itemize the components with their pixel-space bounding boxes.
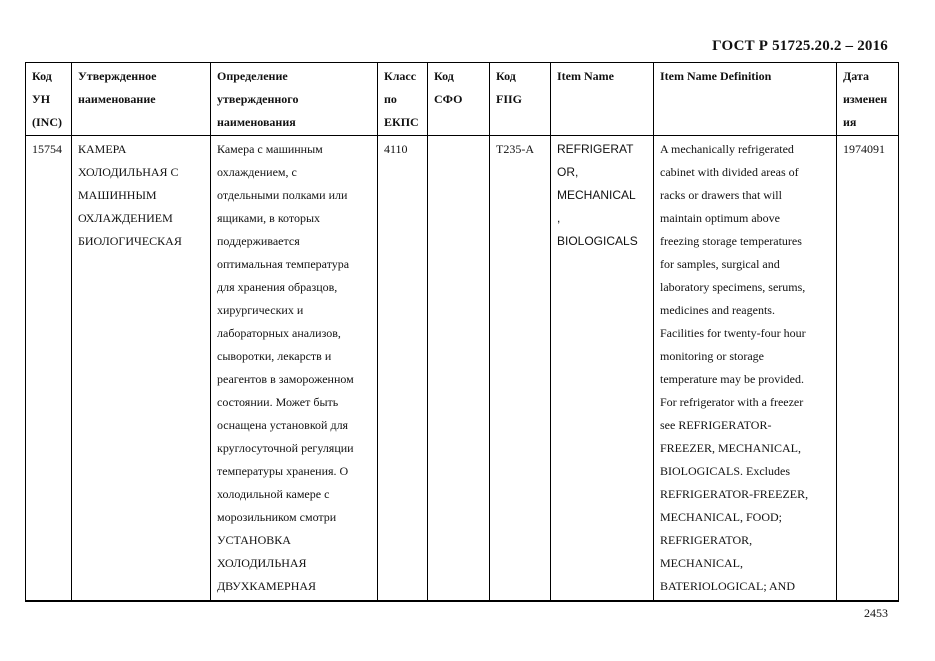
header-line: Item Name bbox=[557, 69, 614, 83]
cell-line: OR, bbox=[557, 165, 579, 179]
col-header-change-date bbox=[837, 63, 899, 136]
cell-line: freezing storage temperatures bbox=[660, 234, 802, 248]
nomenclature-table bbox=[25, 62, 899, 602]
cell-inc bbox=[26, 136, 72, 602]
cell-line: холодильной камере с bbox=[217, 487, 330, 501]
cell-line: Facilities for twenty-four hour bbox=[660, 326, 806, 340]
cell-line: морозильником смотри bbox=[217, 510, 337, 524]
header-line: Утвержденное bbox=[78, 69, 157, 83]
cell-item-name bbox=[551, 136, 654, 602]
col-header-sfo-code bbox=[428, 63, 490, 136]
col-header-approved-name bbox=[72, 63, 211, 136]
cell-line: REFRIGERATOR, bbox=[660, 533, 753, 547]
header-line: Код bbox=[434, 69, 454, 83]
cell-line: MECHANICAL, bbox=[660, 556, 743, 570]
header-line: изменен bbox=[843, 92, 888, 106]
cell-line: for samples, surgical and bbox=[660, 257, 780, 271]
cell-line: поддерживается bbox=[217, 234, 300, 248]
header-line: утвержденного bbox=[217, 92, 299, 106]
header-line: Код bbox=[32, 69, 52, 83]
header-line: Дата bbox=[843, 69, 869, 83]
cell-line: состоянии. Может быть bbox=[217, 395, 339, 409]
cell-line: REFRIGERAT bbox=[557, 142, 634, 156]
cell-line: лабораторных анализов, bbox=[217, 326, 341, 340]
header-line: Класс bbox=[384, 69, 417, 83]
cell-item-name-definition bbox=[654, 136, 837, 602]
col-header-definition bbox=[211, 63, 378, 136]
cell-line: ОХЛАЖДЕНИЕМ bbox=[78, 211, 173, 225]
cell-line: КАМЕРА bbox=[78, 142, 127, 156]
cell-line: УСТАНОВКА bbox=[217, 533, 291, 547]
cell-line: BIOLOGICALS bbox=[557, 234, 638, 248]
cell-line: see REFRIGERATOR- bbox=[660, 418, 772, 432]
cell-line: , bbox=[557, 211, 561, 225]
cell-line: temperature may be provided. bbox=[660, 372, 804, 386]
cell-line: реагентов в замороженном bbox=[217, 372, 354, 386]
cell-sfo-code bbox=[428, 136, 490, 602]
header-line: Код bbox=[496, 69, 516, 83]
header-line: (INC) bbox=[32, 115, 62, 129]
col-header-ekps-class bbox=[378, 63, 428, 136]
col-header-fiig-code bbox=[490, 63, 551, 136]
header-line: Item Name Definition bbox=[660, 69, 772, 83]
header-line: УН bbox=[32, 92, 51, 106]
header-line: по bbox=[384, 92, 397, 106]
header-line: наименование bbox=[78, 92, 156, 106]
cell-line: оптимальная температура bbox=[217, 257, 350, 271]
cell-line: BATERIOLOGICAL; AND bbox=[660, 579, 795, 593]
cell-line: круглосуточной регуляции bbox=[217, 441, 354, 455]
cell-line: сыворотки, лекарств и bbox=[217, 349, 332, 363]
document-code: ГОСТ Р 51725.20.2 – 2016 bbox=[712, 38, 888, 54]
cell-line: ХОЛОДИЛЬНАЯ С bbox=[78, 165, 179, 179]
cell-line: хирургических и bbox=[217, 303, 304, 317]
cell-line: ХОЛОДИЛЬНАЯ bbox=[217, 556, 307, 570]
cell-line: laboratory specimens, serums, bbox=[660, 280, 806, 294]
header-line: ия bbox=[843, 115, 857, 129]
cell-line: БИОЛОГИЧЕСКАЯ bbox=[78, 234, 182, 248]
cell-line: Камера с машинным bbox=[217, 142, 323, 156]
cell-change-date bbox=[837, 136, 899, 602]
cell-line: ДВУХКАМЕРНАЯ bbox=[217, 579, 317, 593]
cell-line: cabinet with divided areas of bbox=[660, 165, 799, 179]
table-header-row bbox=[26, 63, 899, 136]
cell-line: МАШИННЫМ bbox=[78, 188, 157, 202]
cell-line: medicines and reagents. bbox=[660, 303, 775, 317]
cell-line: охлаждением, с bbox=[217, 165, 297, 179]
cell-line: REFRIGERATOR-FREEZER, bbox=[660, 487, 809, 501]
cell-line: BIOLOGICALS. Excludes bbox=[660, 464, 790, 478]
cell-line: 15754 bbox=[32, 142, 62, 156]
cell-ekps-class bbox=[378, 136, 428, 602]
header-line: Определение bbox=[217, 69, 288, 83]
cell-line: FREEZER, MECHANICAL, bbox=[660, 441, 801, 455]
col-header-inc bbox=[26, 63, 72, 136]
col-header-item-name-definition bbox=[654, 63, 837, 136]
page-number: 2453 bbox=[864, 606, 888, 620]
col-header-item-name bbox=[551, 63, 654, 136]
cell-approved-name bbox=[72, 136, 211, 602]
table-row bbox=[26, 136, 899, 602]
cell-fiig-code bbox=[490, 136, 551, 602]
cell-line: оснащена установкой для bbox=[217, 418, 349, 432]
cell-line: A mechanically refrigerated bbox=[660, 142, 794, 156]
header-line: наименования bbox=[217, 115, 296, 129]
cell-line: 1974091 bbox=[843, 142, 885, 156]
cell-line: 4110 bbox=[384, 142, 408, 156]
cell-line: температуры хранения. О bbox=[217, 464, 349, 478]
cell-line: T235-A bbox=[496, 142, 534, 156]
cell-line: ящиками, в которых bbox=[217, 211, 321, 225]
cell-line: racks or drawers that will bbox=[660, 188, 782, 202]
cell-line: maintain optimum above bbox=[660, 211, 780, 225]
cell-line: MECHANICAL bbox=[557, 188, 636, 202]
cell-definition bbox=[211, 136, 378, 602]
cell-line: For refrigerator with a freezer bbox=[660, 395, 804, 409]
cell-line: MECHANICAL, FOOD; bbox=[660, 510, 783, 524]
cell-line: отдельными полками или bbox=[217, 188, 348, 202]
cell-line: monitoring or storage bbox=[660, 349, 764, 363]
header-line: FIIG bbox=[496, 92, 523, 106]
cell-line: для хранения образцов, bbox=[217, 280, 338, 294]
header-line: ЕКПС bbox=[384, 115, 419, 129]
header-line: СФО bbox=[434, 92, 463, 106]
